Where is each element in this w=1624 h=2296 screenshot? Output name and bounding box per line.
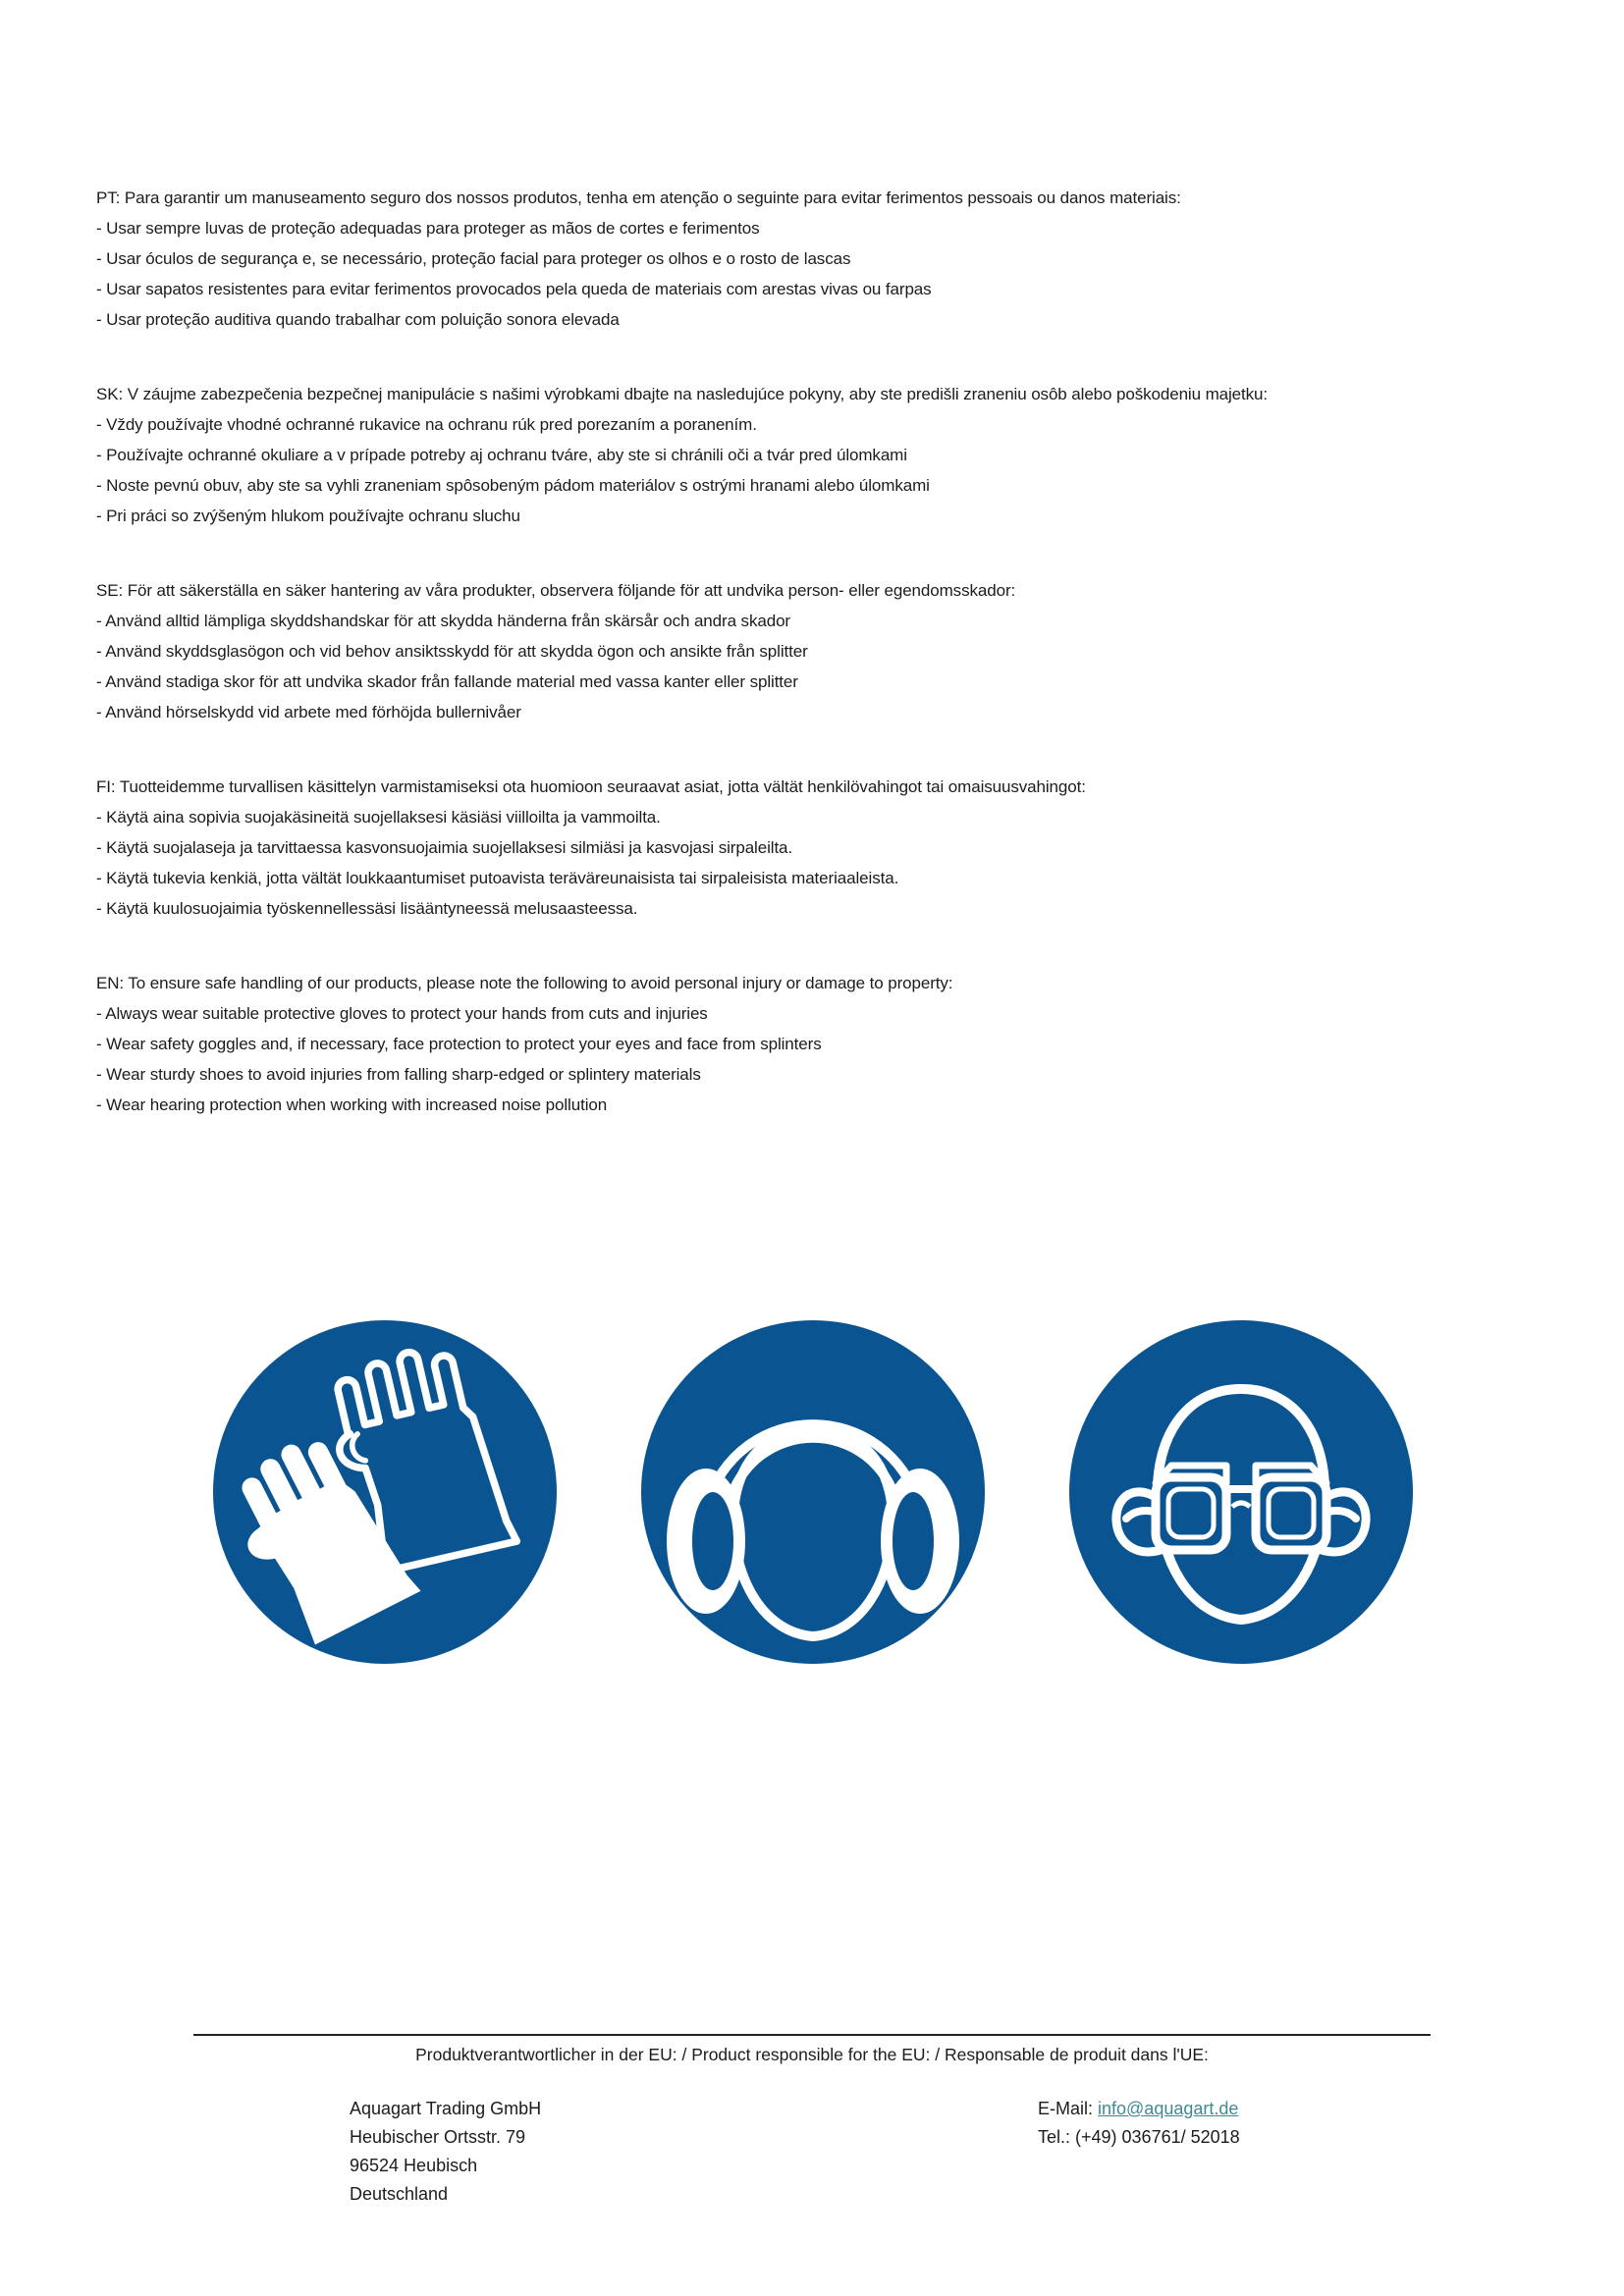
contact-block (1038, 2095, 1240, 2152)
section-heading: FI: Tuotteidemme turvallisen käsittelyn varmistamiseksi ota huomioon seuraavat asiat, jotta vältät henkilövahingot tai omaisuusvahingot: (96, 777, 1086, 796)
responsible-for-eu-line: Produktverantwortlicher in der EU: / Product responsible for the EU: / Responsable de produit dans l'UE: (415, 2045, 1209, 2064)
bullet-line: - Usar sempre luvas de proteção adequadas para proteger as mãos de cortes e ferimentos (96, 219, 760, 238)
section-se (96, 575, 1565, 727)
bullet-line: - Usar sapatos resistentes para evitar ferimentos provocados pela queda de materiais com arestas vivas ou farpas (96, 280, 932, 298)
company-address-block (350, 2095, 541, 2209)
section-heading: PT: Para garantir um manuseamento seguro dos nossos produtos, tenha em atenção o seguinte para evitar ferimentos pessoais ou danos materiais: (96, 188, 1181, 207)
wear-eye-protection-icon (1069, 1320, 1413, 1664)
phone-line: Tel.: (+49) 036761/ 52018 (1038, 2127, 1240, 2147)
section-heading: SK: V záujme zabezpečenia bezpečnej manipulácie s našimi výrobkami dbajte na nasledujúce pokyny, aby ste predišli zraneniu osôb alebo poškodeniu majetku: (96, 385, 1269, 403)
section-pt (96, 183, 1565, 335)
section-heading: SE: För att säkerställa en säker hantering av våra produkter, observera följande för att undvika person- eller egendomsskador: (96, 581, 1016, 600)
bullet-line: - Always wear suitable protective gloves to protect your hands from cuts and injuries (96, 1004, 708, 1023)
section-sk (96, 379, 1565, 531)
bullet-line: - Vždy používajte vhodné ochranné rukavice na ochranu rúk pred porezaním a poranením. (96, 415, 757, 434)
bullet-line: - Använd alltid lämpliga skyddshandskar för att skydda händerna från skärsår och andra skador (96, 612, 790, 630)
bullet-line: - Wear safety goggles and, if necessary, face protection to protect your eyes and face from splinters (96, 1035, 822, 1053)
bullet-line: - Usar óculos de segurança e, se necessário, proteção facial para proteger os olhos e o rosto de lascas (96, 249, 851, 268)
bullet-line: - Wear sturdy shoes to avoid injuries from falling sharp-edged or splintery materials (96, 1065, 701, 1084)
bullet-line: - Använd skyddsglasögon och vid behov ansiktsskydd för att skydda ögon och ansikte från splitter (96, 642, 808, 661)
bullet-line: - Använd hörselskydd vid arbete med förhöjda bullernivåer (96, 703, 521, 721)
company-name: Aquagart Trading GmbH (350, 2099, 542, 2118)
bullet-line: - Käytä aina sopivia suojakäsineitä suojellaksesi käsiäsi viilloilta ja vammoilta. (96, 808, 661, 827)
bullet-line: - Käytä suojalaseja ja tarvittaessa kasvonsuojaimia suojellaksesi silmiäsi ja kasvojasi sirpaleilta. (96, 838, 793, 857)
company-street: Heubischer Ortsstr. 79 (350, 2127, 526, 2147)
bullet-line: - Använd stadiga skor för att undvika skador från fallande material med vassa kanter eller splitter (96, 672, 798, 691)
section-en (96, 968, 1565, 1120)
bullet-line: - Usar proteção auditiva quando trabalhar com poluição sonora elevada (96, 310, 620, 329)
wear-protective-gloves-icon (213, 1320, 557, 1664)
bullet-line: - Používajte ochranné okuliare a v prípade potreby aj ochranu tváre, aby ste si chránili oči a tvár pred úlomkami (96, 446, 907, 464)
footer-divider (193, 2034, 1431, 2036)
email-line (1038, 2095, 1240, 2123)
section-heading: EN: To ensure safe handling of our products, please note the following to avoid personal injury or damage to property: (96, 974, 953, 992)
email-link[interactable]: info@aquagart.de (1098, 2099, 1239, 2118)
section-fi (96, 772, 1565, 924)
mandatory-pictogram-row (213, 1320, 1413, 1664)
email-label: E-Mail: (1038, 2099, 1099, 2118)
bullet-line: - Noste pevnú obuv, aby ste sa vyhli zraneniam spôsobeným pádom materiálov s ostrými hranami alebo úlomkami (96, 476, 930, 495)
bullet-line: - Pri práci so zvýšeným hlukom používajte ochranu sluchu (96, 507, 520, 525)
company-country: Deutschland (350, 2184, 449, 2204)
bullet-line: - Wear hearing protection when working with increased noise pollution (96, 1095, 608, 1114)
wear-ear-protection-icon (641, 1320, 985, 1664)
bullet-line: - Käytä kuulosuojaimia työskennellessäsi lisääntyneessä melusaasteessa. (96, 899, 638, 918)
company-city: 96524 Heubisch (350, 2156, 478, 2175)
multilingual-safety-text (96, 183, 1565, 1164)
bullet-line: - Käytä tukevia kenkiä, jotta vältät loukkaantumiset putoavista teräväreunaisista tai sirpaleisista materiaaleista. (96, 869, 899, 887)
